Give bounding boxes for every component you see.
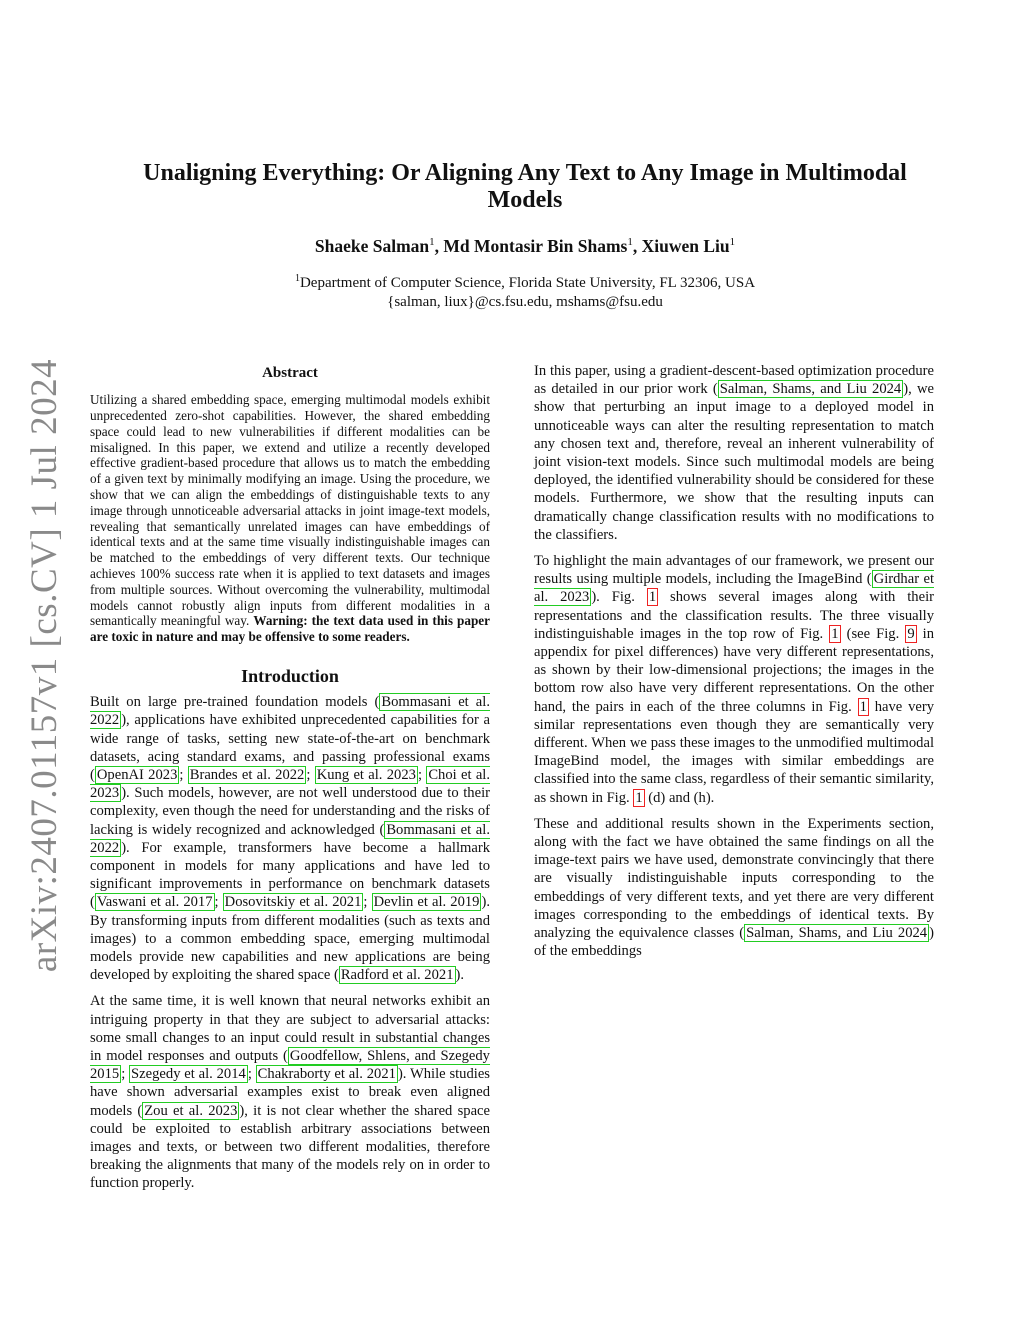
paragraph-text: ; <box>121 1066 130 1083</box>
citation-link[interactable]: Chakraborty et al. 2021 <box>257 1066 396 1083</box>
paragraph-text: ; <box>306 766 315 783</box>
paragraph-text: In this paper, using a gradient-descent-based optimization procedure as detailed in our prior work ( <box>534 363 934 398</box>
paragraph-text: ), we show that perturbing an input image to a deployed model in unnoticeable ways can alter the resulting representation to match any chosen text and, therefore, reveal an inherent vulnerability of joint vision-text models. Since such multimodal models are being deployed, the identified vulnerability should be considered for these models. Furthermore, we show that the resulting inputs can dramatically change classification results with no modifications to the classifiers. <box>534 381 934 543</box>
citation-link[interactable]: Goodfellow, Shlens, and Szegedy 2015 <box>90 1048 490 1083</box>
affiliation-mark: 1 <box>294 273 300 284</box>
paper-title <box>110 160 940 214</box>
abstract-body <box>90 392 490 645</box>
paragraph-text: ), applications have exhibited unprecedented capabilities for a wide range of tasks, setting new state-of-the-art on benchmark datasets, acing standard exams, and passing professional exams ( <box>90 712 490 783</box>
figure-reference-link[interactable]: 1 <box>635 789 643 806</box>
citation-link[interactable]: OpenAI 2023 <box>96 766 178 783</box>
author-name: Shaeke Salman <box>314 236 430 256</box>
author-list: Shaeke Salman$^1$, Md Montasir Bin Shams$^1$, Xiuwen Liu$^1$ <box>314 236 736 256</box>
citation-link[interactable]: Salman, Shams, and Liu 2024 <box>746 925 928 942</box>
citation-link[interactable]: Girdhar et al. 2023 <box>534 571 934 606</box>
abstract-text: Utilizing a shared embedding space, emerging multimodal models exhibit unprecedented zero-shot capabilities. However, the shared embedding space could lead to new vulnerabilities if different modalities can be misaligned. In this paper, we extend and utilize a recently developed effective gradient-based procedure that allows us to match the embedding of a given text by minimally modifying an image. Using the procedure, we show that we can align the embeddings of distinguishable texts to any image through unnoticeable adversarial attacks in joint image-text models, revealing that semantically unrelated images can have embeddings of identical texts and at the same time visually indistinguishable images can be matched to the embeddings of very different texts. Our technique achieves 100% success rate when it is applied to text datasets and images from multiple sources. Without overcoming the vulnerability, multimodal models cannot robustly align inputs from different modalities in a semantically meaningful way. <box>90 392 490 629</box>
paragraph-text: ; <box>214 894 223 911</box>
intro-paragraph-3 <box>534 362 934 544</box>
introduction-heading: Introduction <box>241 665 339 686</box>
affiliation-block <box>110 269 940 312</box>
author-emails: {salman, liux}@cs.fsu.edu, mshams@fsu.edu <box>387 294 663 310</box>
intro-paragraph-1 <box>90 693 490 984</box>
paragraph-text: To highlight the main advantages of our framework, we present our results using multiple models, including the ImageBind ( <box>534 553 934 588</box>
paragraph-text: ). Fig. <box>591 589 647 606</box>
citation-link[interactable]: Dosovitskiy et al. 2021 <box>224 894 362 911</box>
title-line-1: Unaligning Everything: Or Aligning Any Text to Any Image in Multimodal <box>143 160 907 186</box>
author-name: Xiuwen Liu <box>641 236 730 256</box>
citation-link[interactable]: Brandes et al. 2022 <box>189 766 305 783</box>
intro-paragraph-4 <box>534 552 934 807</box>
paragraph-text: ). By transforming inputs from different modalities (such as texts and images) to a common embedding space, emerging multimodal models provide new capabilities and new applications are being developed by exploiting the shared space ( <box>90 894 490 984</box>
paragraph-text: ). For example, transformers have become a hallmark component in models for many applications and have led to significant improvements in performance on benchmark datasets ( <box>90 839 490 911</box>
paragraph-text: in appendix for pixel differences) have very different representations, as shown by their low-dimensional projections; the images in the bottom row also have very different representations. On the other hand, the pairs in each of the three columns in Fig. <box>534 625 935 715</box>
affiliation-text: Department of Computer Science, Florida State University, FL 32306, USA <box>299 275 756 291</box>
arxiv-identifier-stamp <box>22 358 68 972</box>
paragraph-text: At the same time, it is well known that neural networks exhibit an intriguing property in that they are subject to adversarial attacks: some small changes to an input could result in substantial changes in model responses and outputs ( <box>90 993 490 1065</box>
citation-link[interactable]: Bommasani et al. 2022 <box>90 821 490 856</box>
abstract-heading: Abstract <box>262 365 318 381</box>
paragraph-text: ), it is not clear whether the shared space could be exploited to establish arbitrary associations between images and texts, or between two different modalities, therefore breaking the alignments that many of the models rely on in order to function properly. <box>90 1102 490 1192</box>
right-column <box>534 362 934 969</box>
citation-link[interactable]: Bommasani et al. 2022 <box>90 694 490 729</box>
author-name: Md Montasir Bin Shams <box>443 236 628 256</box>
citation-link[interactable]: Devlin et al. 2019 <box>373 894 480 911</box>
paragraph-text: ). Such models, however, are not well understood due to their complexity, even though the need for understanding and the risks of lacking is widely recognized and acknowledged ( <box>90 785 490 838</box>
title-line-2: Models <box>487 187 563 213</box>
figure-reference-link[interactable]: 1 <box>831 625 839 642</box>
citation-link[interactable]: Szegedy et al. 2014 <box>131 1066 246 1083</box>
citation-link[interactable]: Choi et al. 2023 <box>90 766 491 802</box>
author-affiliation-mark: 1 <box>429 236 435 249</box>
intro-paragraph-5 <box>534 815 934 961</box>
figure-reference-link[interactable]: 1 <box>859 698 867 715</box>
intro-paragraph-2 <box>90 992 490 1192</box>
paragraph-text: ; <box>247 1066 256 1083</box>
citation-link[interactable]: Zou et al. 2023 <box>144 1102 238 1119</box>
paragraph-text: ; <box>417 766 427 783</box>
content-warning: Warning: the text data used in this paper are toxic in nature and may be offensive to some readers. <box>90 613 490 645</box>
paragraph-text: shows several images along with their representations and the classification results. The three visually indistinguishable images in the top row of Fig. <box>534 589 934 642</box>
left-column <box>90 362 490 1201</box>
paragraph-text: ; <box>179 766 188 783</box>
paragraph-text: ). While studies have shown adversarial examples exist to break even aligned models ( <box>90 1066 490 1119</box>
citation-link[interactable]: Vaswani et al. 2017 <box>96 894 213 911</box>
paragraph-text: Built on large pre-trained foundation models ( <box>90 694 380 711</box>
paragraph-text: ) of the embeddings <box>534 925 934 960</box>
paragraph-text: (see Fig. <box>840 625 906 642</box>
paragraph-text: (d) and (h). <box>644 789 715 806</box>
paragraph-text: ; <box>363 894 372 911</box>
paragraph-text: ). <box>455 967 465 984</box>
figure-reference-link[interactable]: 1 <box>648 589 657 606</box>
paragraph-text: have very similar representations even though they are semantically very different. When we pass these images to the unmodified multimodal ImageBind model, the images with similar embeddings are classified into the same class, regardless of their semantic similarity, as shown in Fig. <box>534 698 935 806</box>
author-affiliation-mark: 1 <box>729 236 736 249</box>
citation-link[interactable]: Radford et al. 2021 <box>340 967 454 984</box>
figure-reference-link[interactable]: 9 <box>907 625 915 642</box>
paragraph-text: These and additional results shown in the Experiments section, along with the fact we have obtained the same findings on all the image-text pairs we have used, demonstrate convincingly that there are visually indistinguishable inputs corresponding to the embeddings of very different texts, and yet there are very different images corresponding to the embeddings of identical texts. By analyzing the equivalence classes ( <box>534 815 934 942</box>
arxiv-id-text: arXiv:2407.01157v1 [cs.CV] 1 Jul 2024 <box>24 358 66 972</box>
citation-link[interactable]: Kung et al. 2023 <box>316 766 416 783</box>
author-affiliation-mark: 1 <box>627 236 633 249</box>
citation-link[interactable]: Salman, Shams, and Liu 2024 <box>719 381 902 398</box>
